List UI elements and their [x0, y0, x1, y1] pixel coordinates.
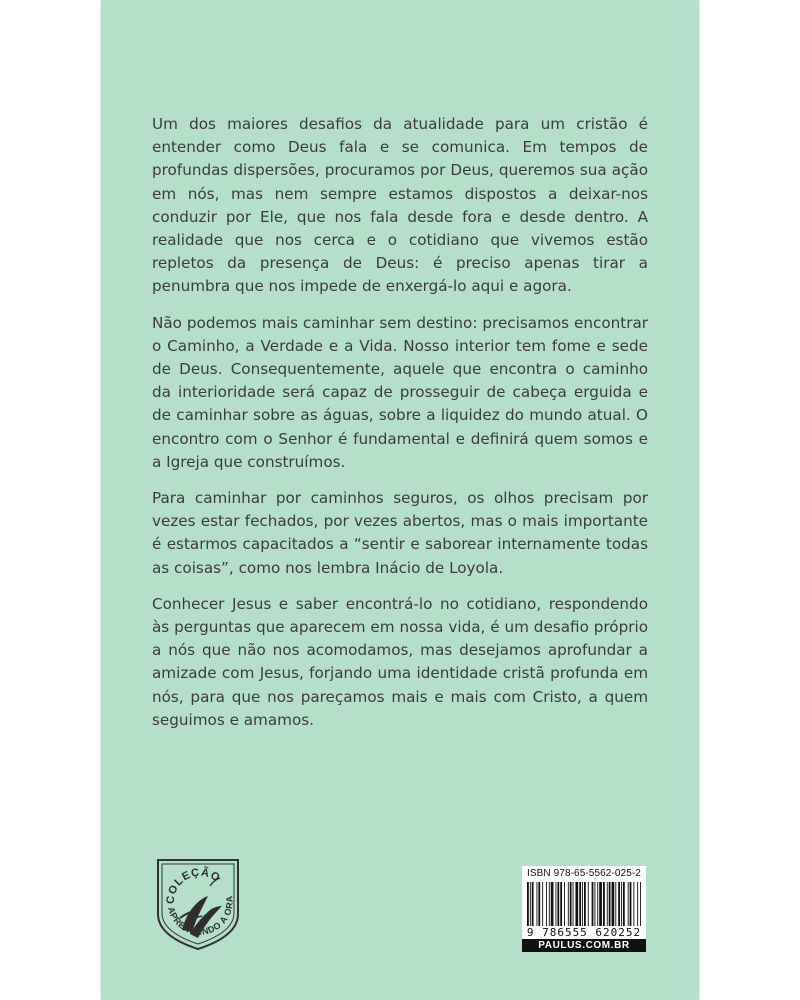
- barcode-bar: [584, 882, 586, 926]
- barcode-bar: [579, 882, 581, 926]
- barcode-bar: [532, 882, 534, 926]
- barcode-bar: [542, 882, 543, 926]
- barcode-bar: [546, 882, 547, 926]
- seal-top-text: COLEÇÃO: [164, 866, 223, 905]
- barcode-bar: [592, 882, 594, 926]
- publisher-url: PAULUS.COM.BR: [522, 939, 646, 952]
- paragraph-3: Para caminhar por caminhos seguros, os olhos precisam por vezes estar fechados, por vezes abertos, mas o mais importante é estarmos capacitados a “sentir e saborear internamente todas as coisas”, como nos lembra Inácio de Loyola.: [152, 489, 648, 577]
- back-cover: [101, 0, 699, 1000]
- barcode-bar: [630, 882, 632, 926]
- collection-seal: [152, 856, 244, 952]
- barcode-bar: [582, 882, 583, 926]
- barcode-bar: [588, 882, 589, 926]
- barcode-bar: [615, 882, 616, 926]
- barcode-bar: [551, 882, 554, 926]
- barcode-bar: [527, 882, 529, 926]
- barcode-bar: [575, 882, 578, 926]
- barcode-bar: [637, 882, 638, 926]
- barcode-bar: [557, 882, 559, 926]
- barcode-bar: [564, 882, 565, 926]
- barcode-bar: [640, 882, 641, 926]
- barcode-bar: [530, 882, 531, 926]
- barcode-bar: [618, 882, 620, 926]
- barcode-bar: [538, 882, 540, 926]
- barcode-bar: [621, 882, 622, 926]
- seal-emblem: [152, 856, 244, 952]
- barcode-bar: [594, 882, 595, 926]
- seal-bottom-text: APRENDENDO A ORA: [165, 894, 235, 937]
- paragraph-1: Um dos maiores desafios da atualidade para um cristão é entender como Deus fala e se comunica. Em tempos de profundas dispersões, procuramos por Deus, queremos sua ação em nós, mas nem sempre estamos dispostos a deixar-nos conduzir por Ele, que nos fala desde fora e desde dentro. A realidade que nos cerca e o cotidiano que vivemos estão repletos da presença de Deus: é preciso apenas tirar a penumbra que nos impede de enxergá-lo aqui e agora.: [152, 115, 648, 296]
- barcode-bar: [623, 882, 625, 926]
- paragraph-2: Não podemos mais caminhar sem destino: precisamos encontrar o Caminho, a Verdade e a Vida. Nosso interior tem fome e sede de Deus. Consequentemente, aquele que encontra o caminho da interioridade será capaz de prosseguir de cabeça erguida e de caminhar sobre as águas, sobre a liquidez do mundo atual. O encontro com o Senhor é fundamental e definirá quem somos e a Igreja que construímos.: [152, 313, 648, 471]
- barcode-bar: [599, 882, 602, 926]
- barcode-bar: [537, 882, 538, 926]
- barcode-bar: [573, 882, 574, 926]
- barcode-bar: [603, 882, 605, 926]
- barcode-bar: [568, 882, 569, 926]
- barcode-bar: [560, 882, 562, 926]
- barcode-bar: [607, 882, 608, 926]
- paragraph-4: Conhecer Jesus e saber encontrá-lo no cotidiano, respondendo às perguntas que aparecem em nossa vida, é um desafio próprio a nós que não nos acomodamos, mas desejamos aprofundar a amizade com Jesus, forjando uma identidade cristã profunda em nós, para que nos pareçamos mais e mais com Cristo, a quem seguimos e amamos.: [152, 594, 648, 729]
- barcode-bars: [526, 882, 642, 926]
- barcode-bar: [628, 882, 629, 926]
- barcode-bar: [633, 882, 634, 926]
- barcode-digits: 9 786555 620252: [526, 926, 642, 939]
- barcode-bar: [556, 882, 557, 926]
- barcode-area: [522, 866, 646, 952]
- barcode-bar: [549, 882, 550, 926]
- barcode-bar: [570, 882, 572, 926]
- synopsis-text: [152, 113, 648, 745]
- barcode-bar: [612, 882, 615, 926]
- barcode-bar: [609, 882, 611, 926]
- svg-text:COLEÇÃO: [165, 866, 223, 905]
- isbn-label: ISBN 978-65-5562-025-2: [527, 868, 641, 879]
- barcode-bar: [597, 882, 598, 926]
